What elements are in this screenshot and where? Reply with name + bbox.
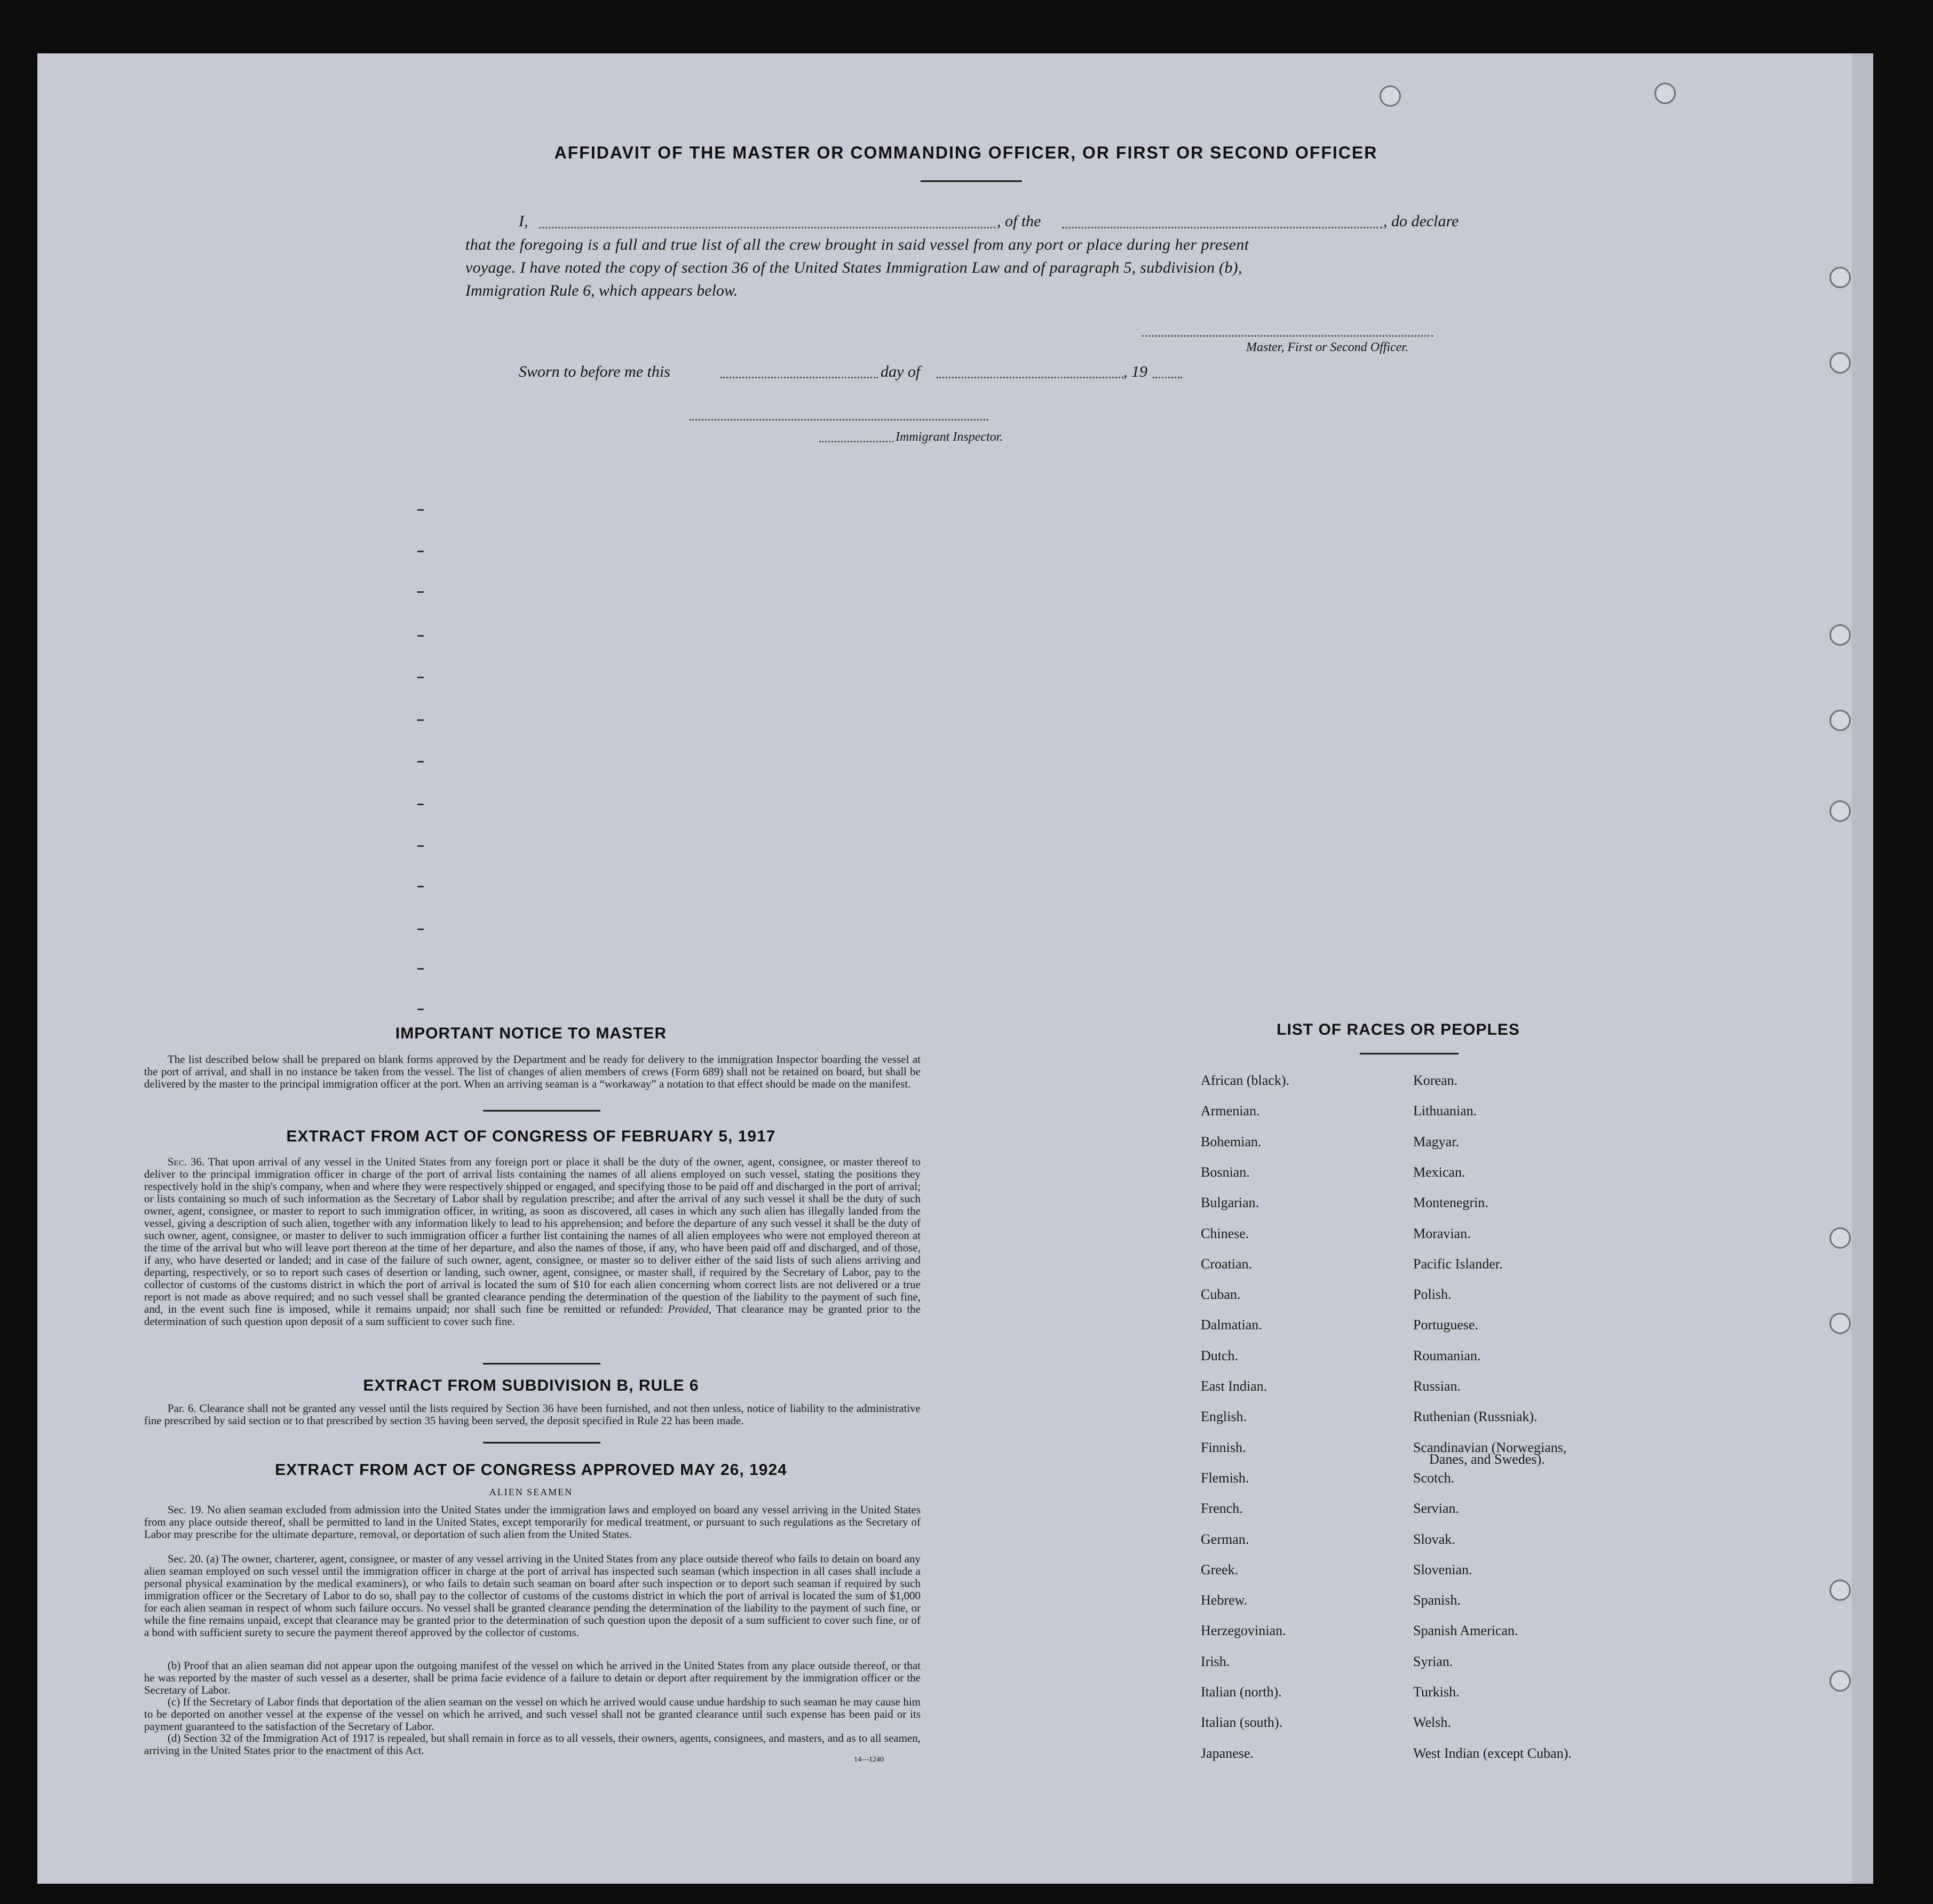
margin-dash xyxy=(417,968,424,970)
sworn-year-field[interactable] xyxy=(1153,377,1182,378)
inspector-label: Immigrant Inspector. xyxy=(896,430,1003,444)
binder-hole xyxy=(1380,85,1401,107)
race-item: Italian (south). xyxy=(1201,1715,1283,1730)
sheet-edge xyxy=(1852,53,1873,1884)
race-item: Armenian. xyxy=(1201,1103,1260,1118)
master-signature-field[interactable] xyxy=(1142,335,1433,337)
race-item: Dalmatian. xyxy=(1201,1317,1262,1332)
race-item: French. xyxy=(1201,1501,1243,1516)
race-item: Russian. xyxy=(1413,1378,1461,1394)
section-rule xyxy=(483,1110,600,1112)
sworn-month-field[interactable] xyxy=(937,377,1123,378)
race-item: Japanese. xyxy=(1201,1746,1254,1761)
race-item: Turkish. xyxy=(1413,1684,1460,1700)
race-item: Hebrew. xyxy=(1201,1592,1248,1608)
margin-dash xyxy=(417,804,424,805)
extract-1917-body xyxy=(144,1156,921,1328)
race-item: Bosnian. xyxy=(1201,1164,1250,1180)
extract-1924-sec20b: (b) Proof that an alien seaman did not appear upon the outgoing manifest of the vessel on which he arrived in the United States from any place outside thereof, or that he was reported by the master of such vessel as a deserter, shall be prima facie evidence of a failure to detain or deport after requirement by the immigration officer or the Secretary of Labor. xyxy=(144,1659,921,1696)
race-item: Chinese. xyxy=(1201,1226,1249,1241)
affidavit-line-2: that the foregoing is a full and true list of all the crew brought in said vessel from any port or place during her present xyxy=(465,236,1249,253)
vessel-name-field[interactable] xyxy=(1062,227,1382,228)
race-item: Herzegovinian. xyxy=(1201,1623,1286,1638)
races-rule xyxy=(1360,1053,1459,1054)
binder-hole xyxy=(1829,1313,1851,1334)
margin-dash xyxy=(417,591,424,593)
binder-hole xyxy=(1829,267,1851,288)
affidavit-title: AFFIDAVIT OF THE MASTER OR COMMANDING OFFICER, OR FIRST OR SECOND OFFICER xyxy=(554,143,1378,162)
inspector-name-rule xyxy=(819,441,894,442)
margin-dash xyxy=(417,719,424,721)
margin-dash xyxy=(417,845,424,847)
sworn-prefix: Sworn to before me this xyxy=(519,363,670,380)
affidavit-line-4: Immigration Rule 6, which appears below. xyxy=(465,282,738,299)
race-item: Spanish American. xyxy=(1413,1623,1518,1638)
race-item: Polish. xyxy=(1413,1287,1452,1302)
sworn-year: , 19 xyxy=(1123,363,1147,380)
race-item: Slovenian. xyxy=(1413,1562,1472,1577)
binder-hole xyxy=(1829,1227,1851,1249)
race-item: Spanish. xyxy=(1413,1592,1461,1608)
margin-dash xyxy=(417,1009,424,1010)
race-item: German. xyxy=(1201,1532,1249,1547)
inspector-signature-field[interactable] xyxy=(690,419,988,421)
margin-dash xyxy=(417,509,424,511)
race-item: Scandinavian (Norwegians, xyxy=(1413,1440,1567,1455)
extract-rule6-title: EXTRACT FROM SUBDIVISION B, RULE 6 xyxy=(363,1377,699,1394)
race-item: Roumanian. xyxy=(1413,1348,1481,1363)
binder-hole xyxy=(1829,624,1851,646)
affidavit-i: I, xyxy=(519,212,528,230)
race-item: West Indian (except Cuban). xyxy=(1413,1746,1572,1761)
notice-body: The list described below shall be prepared on blank forms approved by the Department and be ready for delivery to the immigration Inspector boarding the vessel at the port of arrival, and shall in no instance be taken from the vessel. The list of changes of alien members of crews (Form 689) shall not be retained on board, but shall be delivered by the master to the principal immigration officer at the port. When an arriving seaman is a “workaway” a notation to that effect should be made on the manifest. xyxy=(144,1053,921,1090)
margin-dash xyxy=(417,677,424,678)
binder-hole xyxy=(1829,1670,1851,1692)
race-item: English. xyxy=(1201,1409,1247,1424)
extract-1924-sec20a: Sec. 20. (a) The owner, charterer, agent, consignee, or master of any vessel arriving in the United States from any place outside thereof who fails to detain on board any alien seaman employed on such vessel until the immigration officer in charge at the port of arrival has inspected such seaman (which inspection in all cases shall include a personal physical examination by the medical examiners), or who fails to detain such seaman on board after such inspection or to deport such seaman if required by such immigration officer or the Secretary of Labor to do so, shall pay to the collector of customs of the customs district in which the port of arrival is located the sum of $1,000 for each alien seaman in respect of whom such failure occurs. No vessel shall be granted clearance pending the determination of the liability to the payment of such fine, or while the fine remains unpaid, except that clearance may be granted prior to the determination of such question upon the deposit of a sum sufficient to cover such fine, or of a bond with sufficient surety to secure the payment thereof approved by the collector of customs. xyxy=(144,1552,921,1639)
race-item: Syrian. xyxy=(1413,1654,1453,1669)
race-item: Ruthenian (Russniak). xyxy=(1413,1409,1538,1424)
race-item: Korean. xyxy=(1413,1073,1458,1088)
extract-1924-sec19: Sec. 19. No alien seaman excluded from admission into the United States under the immigration laws and employed on board any vessel arriving in the United States from any place outside thereof, shall be permitted to land in the United States, except temporarily for medical treatment, or pursuant to such regulations as the Secretary of Labor may prescribe for the ultimate departure, removal, or deportation of such alien from the United States. xyxy=(144,1503,921,1541)
race-item: Montenegrin. xyxy=(1413,1195,1488,1210)
margin-dash xyxy=(417,551,424,552)
race-item: Pacific Islander. xyxy=(1413,1256,1503,1272)
race-item: Dutch. xyxy=(1201,1348,1239,1363)
extract-1924-sec20d: (d) Section 32 of the Immigration Act of 1917 is repealed, but shall remain in force as to all vessels, their owners, agents, consignees, and masters, and as to all seamen, arriving in the United States prior to the enactment of this Act. xyxy=(144,1732,921,1757)
binder-hole xyxy=(1654,83,1676,104)
race-item: Flemish. xyxy=(1201,1470,1249,1486)
proviso-label: Provided, xyxy=(668,1303,711,1315)
margin-dash xyxy=(417,635,424,637)
margin-dash xyxy=(417,886,424,887)
affidavit-of-the: , of the xyxy=(997,212,1041,230)
section-rule xyxy=(483,1363,600,1364)
race-item: Slovak. xyxy=(1413,1532,1455,1547)
race-item: Bohemian. xyxy=(1201,1134,1262,1149)
proviso-text: That clearance may be granted prior to the determination of such question upon deposit of a sum sufficient to cover such fine. xyxy=(144,1303,921,1328)
affidavit-line-3: voyage. I have noted the copy of section 36 of the United States Immigration Law and of paragraph 5, subdivision (b), xyxy=(465,259,1242,276)
declarant-name-field[interactable] xyxy=(539,227,995,228)
margin-dash xyxy=(417,761,424,763)
race-item: Croatian. xyxy=(1201,1256,1253,1272)
section-rule xyxy=(483,1442,600,1443)
section-label: Sec. 36. xyxy=(168,1155,205,1168)
race-item: Magyar. xyxy=(1413,1134,1459,1149)
extract-rule6-body: Par. 6. Clearance shall not be granted any vessel until the lists required by Section 36 have been furnished, and not then unless, notice of liability to the administrative fine prescribed by said section or to that prescribed by section 35 having been served, the deposit specified in Rule 22 has been made. xyxy=(144,1402,921,1427)
race-item: African (black). xyxy=(1201,1073,1290,1088)
race-item: East Indian. xyxy=(1201,1378,1267,1394)
extract-1924-title: EXTRACT FROM ACT OF CONGRESS APPROVED MAY 26, 1924 xyxy=(275,1461,787,1479)
form-number: 14—1240 xyxy=(854,1756,884,1764)
race-item: Mexican. xyxy=(1413,1164,1465,1180)
extract-1924-sec20c: (c) If the Secretary of Labor finds that deportation of the alien seaman on the vessel on which he arrived would cause undue hardship to such seaman he may cause him to be deported on another vessel at the expense of the vessel on which he arrived, and such vessel shall not be granted clearance until such expense has been paid or its payment guaranteed to the satisfaction of the Secretary of Labor. xyxy=(144,1695,921,1733)
race-item: Finnish. xyxy=(1201,1440,1246,1455)
sworn-day-of: day of xyxy=(881,363,921,380)
affidavit-declare: , do declare xyxy=(1383,212,1459,230)
race-item: Moravian. xyxy=(1413,1226,1471,1241)
race-item: Italian (north). xyxy=(1201,1684,1282,1700)
margin-dash xyxy=(417,929,424,930)
extract-1917-title: EXTRACT FROM ACT OF CONGRESS OF FEBRUARY 5, 1917 xyxy=(286,1128,776,1145)
race-item: Scotch. xyxy=(1413,1470,1455,1486)
race-item: Irish. xyxy=(1201,1654,1230,1669)
binder-hole xyxy=(1829,710,1851,731)
binder-hole xyxy=(1829,352,1851,374)
race-item: Welsh. xyxy=(1413,1715,1451,1730)
race-item-continuation: Danes, and Swedes). xyxy=(1429,1451,1545,1467)
notice-title: IMPORTANT NOTICE TO MASTER xyxy=(395,1025,667,1042)
race-item: Servian. xyxy=(1413,1501,1459,1516)
master-signature-label: Master, First or Second Officer. xyxy=(1246,340,1408,354)
title-rule xyxy=(921,180,1022,182)
binder-hole xyxy=(1829,1580,1851,1601)
races-title: LIST OF RACES OR PEOPLES xyxy=(1277,1021,1520,1038)
extract-1924-subtitle: ALIEN SEAMEN xyxy=(489,1487,573,1497)
binder-hole xyxy=(1829,800,1851,822)
race-item: Portuguese. xyxy=(1413,1317,1479,1332)
race-item: Greek. xyxy=(1201,1562,1239,1577)
race-item: Lithuanian. xyxy=(1413,1103,1477,1118)
extract-1917-text: That upon arrival of any vessel in the United States from any foreign port or place it shall be the duty of the owner, agent, consignee, or master thereof to deliver to the principal immigration officer in charge of the port of arrival lists containing the names of all aliens employed on such vessel, stating the positions they respectively hold in the ship's company, when and where they were respectively shipped or engaged, and specifying those to be paid off and discharged in the port of arrival; or lists containing so much of such information as the Secretary of Labor shall by regulation prescribe; and after the arrival of any such vessel it shall be the duty of such owner, agent, consignee, or master to report to such immigration officer, in writing, as soon as discovered, all cases in which any such alien has illegally landed from the vessel, giving a description of such alien, together with any information likely to lead to his apprehension; and before the departure of any such vessel it shall be the duty of such owner, agent, consignee, or master to deliver to such immigration officer a further list containing the names of all alien employees who were not employed thereon at the time of the arrival but who will leave port thereon at the time of her departure, and also the names of those, if any, who have been paid off and discharged, and of those, if any, who have deserted or landed; and in case of the failure of such owner, agent, consignee, or master so to deliver either of the said lists of such aliens arriving and departing, respectively, or so to report such cases of desertion or landing, such owner, agent, consignee, or master shall, if required by the Secretary of Labor, pay to the collector of customs of the customs district in which the port of arrival is located the sum of $10 for each alien concerning whom correct lists are not delivered or a true report is not made as above required; and no such vessel shall be granted clearance pending the determination of the question of the liability to the payment of such fine, and, in the event such fine is imposed, while it remains unpaid; nor shall such fine be remitted or refunded: xyxy=(144,1155,921,1315)
sworn-day-field[interactable] xyxy=(720,377,878,378)
race-item: Cuban. xyxy=(1201,1287,1241,1302)
race-item: Bulgarian. xyxy=(1201,1195,1259,1210)
